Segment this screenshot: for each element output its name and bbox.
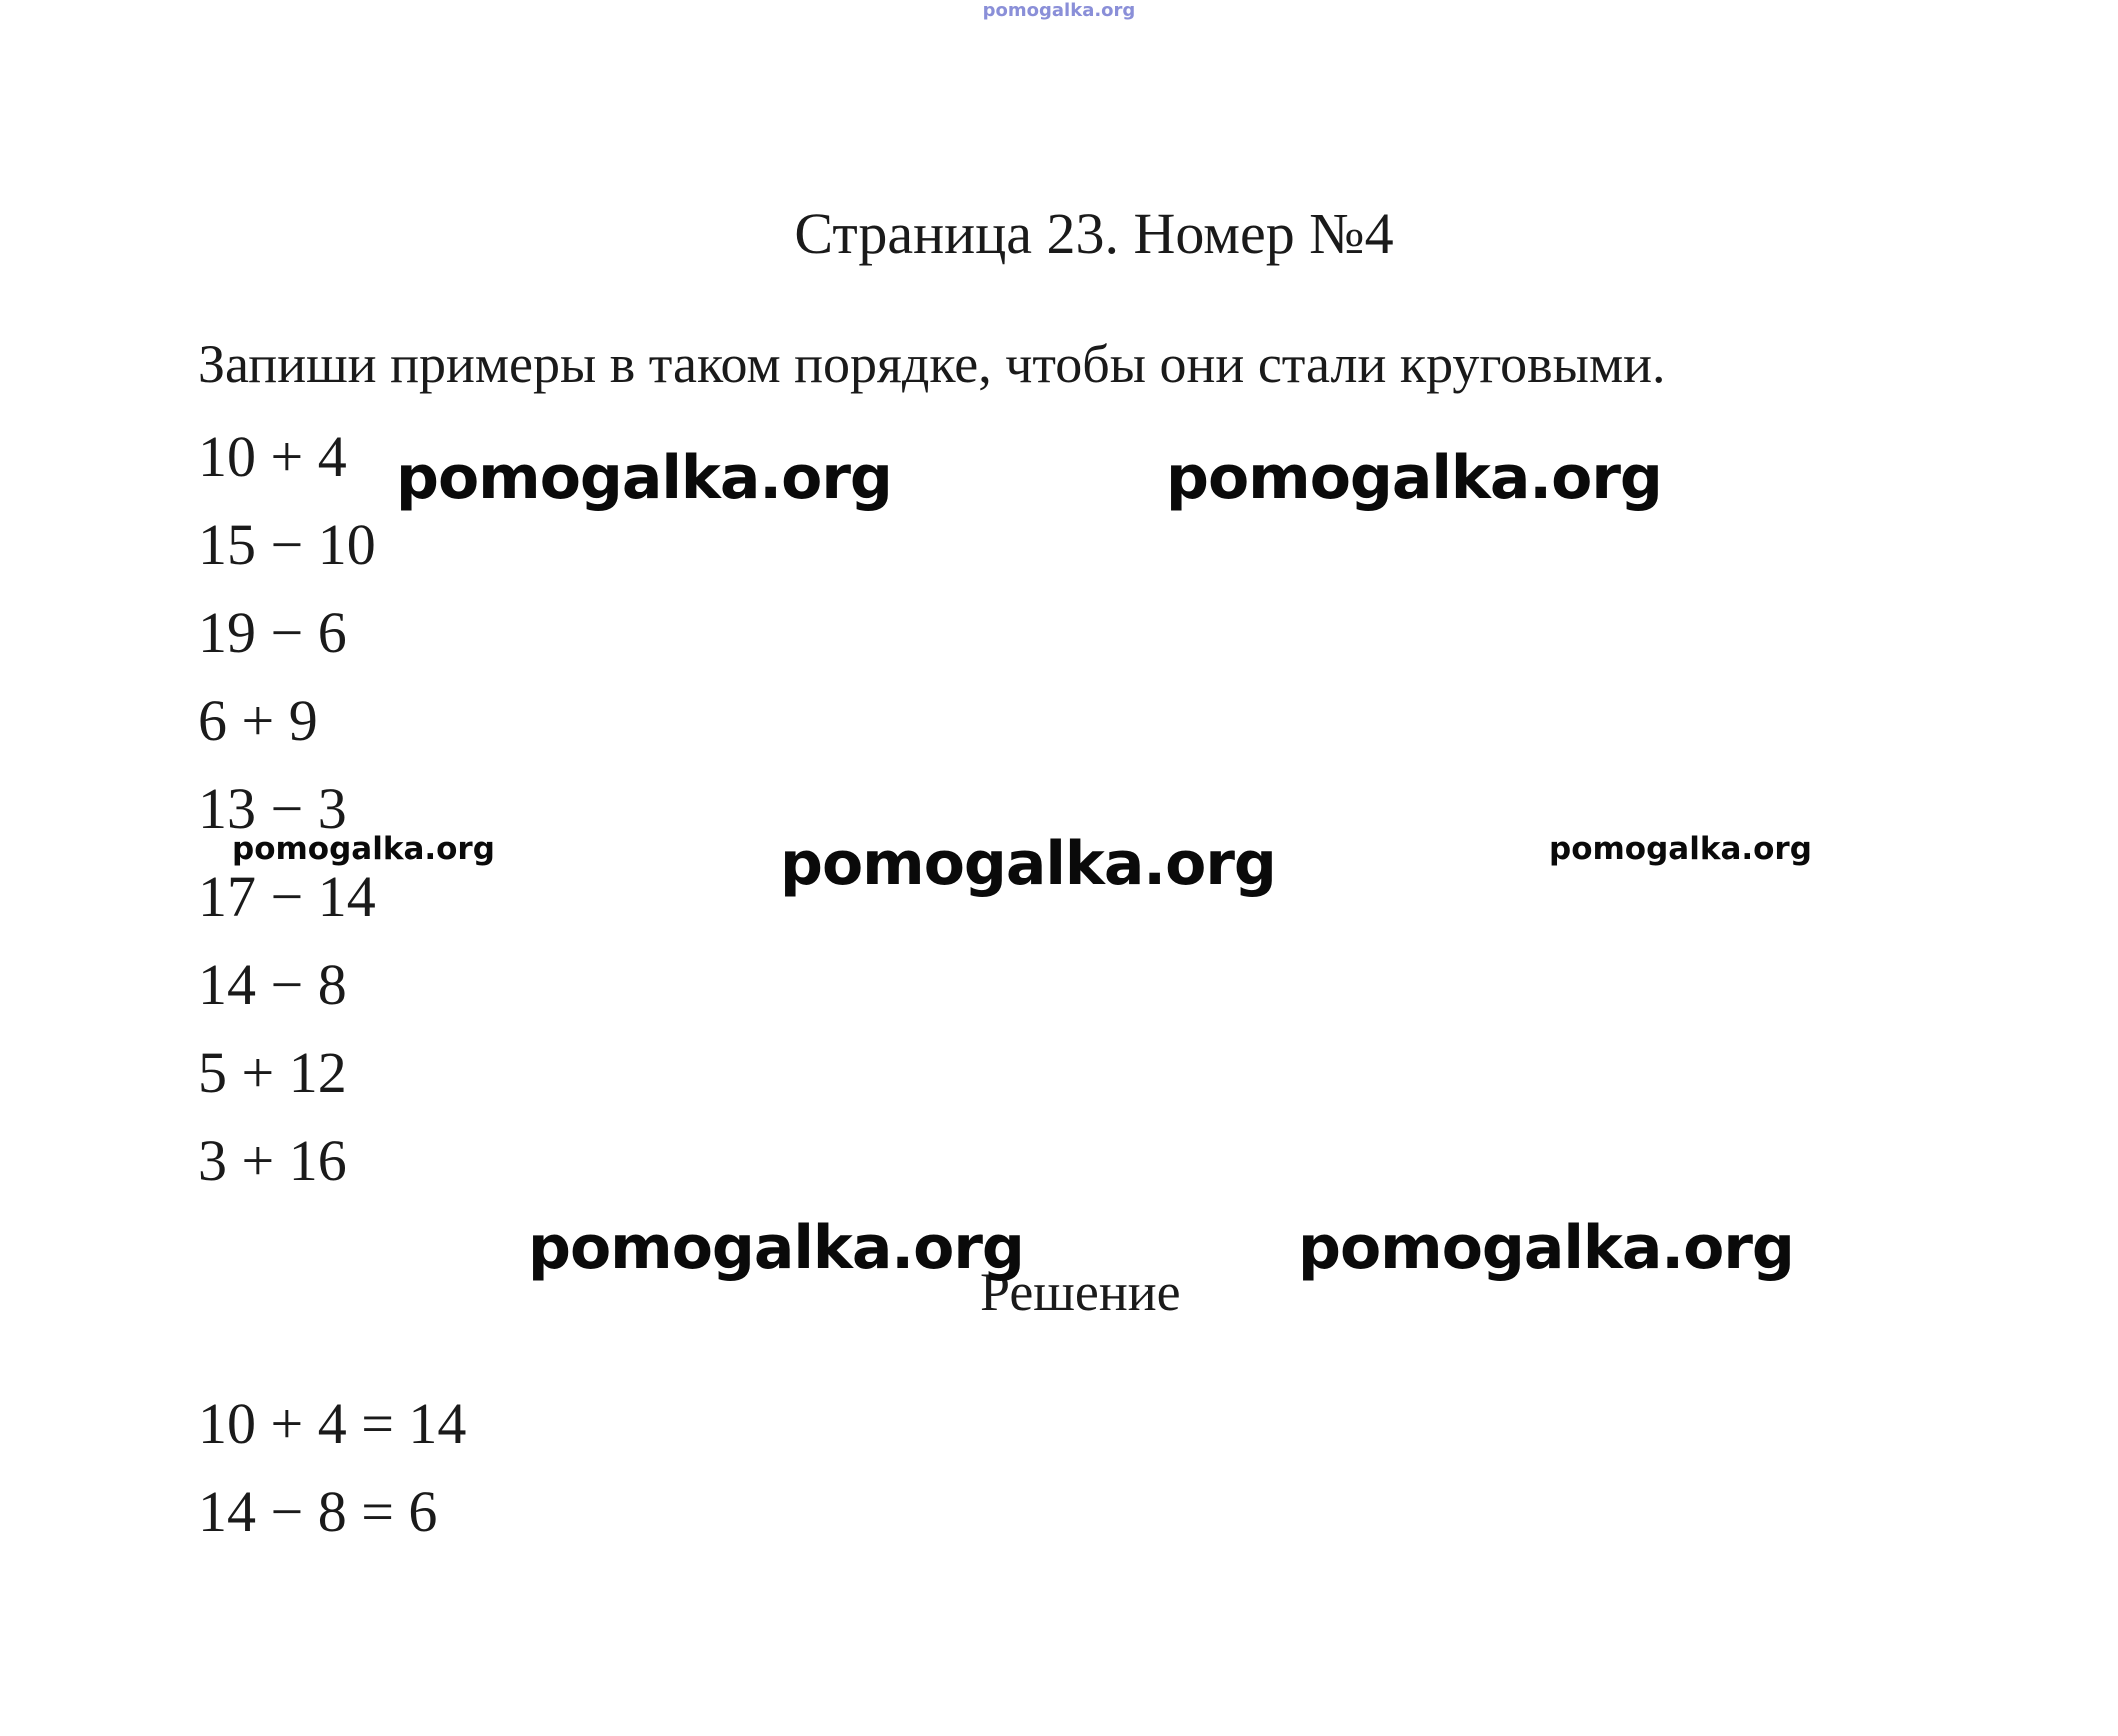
watermark: pomogalka.org [232,831,495,867]
example-item: 5 + 12 [198,1040,347,1105]
watermark: pomogalka.org [528,1213,1024,1283]
watermark: pomogalka.org [780,829,1276,899]
watermark: pomogalka.org [1166,443,1662,513]
example-item: 14 − 8 [198,952,347,1017]
watermark: pomogalka.org [1298,1213,1794,1283]
task-text: Запиши примеры в таком порядке, чтобы они стали круговыми. [198,334,1666,394]
answer-line: 14 − 8 = 6 [198,1479,438,1544]
example-item: 10 + 4 [198,424,347,489]
example-item: 3 + 16 [198,1128,347,1193]
example-item: 6 + 9 [198,688,318,753]
example-item: 15 − 10 [198,512,376,577]
answer-line: 10 + 4 = 14 [198,1391,467,1456]
watermark: pomogalka.org [396,443,892,513]
page-title: Страница 23. Номер №4 [794,201,1394,266]
example-item: 17 − 14 [198,864,376,929]
example-item: 19 − 6 [198,600,347,665]
example-item: 13 − 3 [198,776,347,841]
site-link-top[interactable]: pomogalka.org [982,0,1136,21]
watermark: pomogalka.org [1549,831,1812,867]
solution-heading: Решение [980,1262,1181,1322]
